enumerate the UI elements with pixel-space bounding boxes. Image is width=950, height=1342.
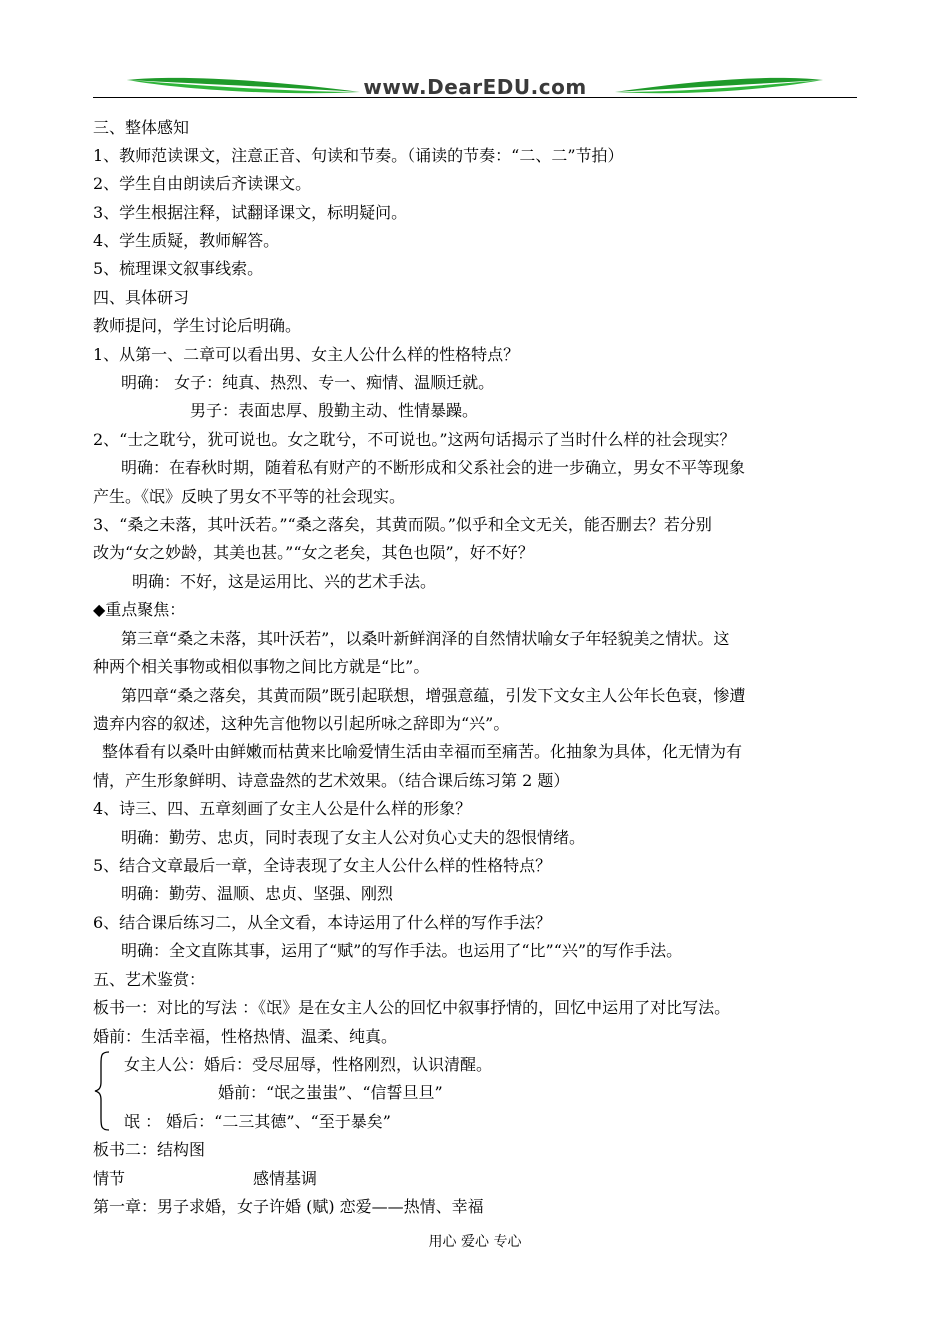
question-line: 1、从第一、二章可以看出男、女主人公什么样的性格特点？ bbox=[93, 345, 520, 364]
section-heading: 四、具体研习 bbox=[93, 288, 190, 307]
header-rule bbox=[93, 97, 857, 98]
text-line: 板书二：结构图 bbox=[93, 1140, 206, 1159]
text-line: 改为“女之妙龄，其美也甚。”“女之老矣，其色也陨”，好不好？ bbox=[93, 543, 534, 562]
question-line: 5、结合文章最后一章，全诗表现了女主人公什么样的性格特点？ bbox=[93, 856, 552, 875]
focus-heading: ◆重点聚焦： bbox=[93, 600, 186, 619]
site-logo-text: www.DearEDU.com bbox=[363, 75, 587, 99]
section-heading: 三、整体感知 bbox=[93, 118, 190, 137]
text-line: 4、学生质疑，教师解答。 bbox=[93, 231, 280, 250]
question-line: 3、“桑之未落，其叶沃若。”“桑之落矣，其黄而陨。”似乎和全文无关，能否删去？若分别 bbox=[93, 515, 712, 534]
question-line: 2、“士之耽兮，犹可说也。女之耽兮，不可说也。”这两句话揭示了当时什么样的社会现实？ bbox=[93, 430, 736, 449]
diagram-line: 女主人公：婚后：受尽屈辱，性格刚烈，认识清醒。 bbox=[124, 1055, 493, 1074]
text-line: 第四章“桑之落矣，其黄而陨”既引起联想，增强意蕴，引发下文女主人公年长色衰，惨遭 bbox=[121, 686, 746, 705]
text-line: 1、教师范读课文，注意正音、句读和节奏。（诵读的节奏：“二、二”节拍） bbox=[93, 146, 624, 165]
text-line: 第三章“桑之未落，其叶沃若”，以桑叶新鲜润泽的自然情状喻女子年轻貌美之情状。这 bbox=[121, 629, 730, 648]
answer-line: 明确：勤劳、忠贞，同时表现了女主人公对负心丈夫的怨恨情绪。 bbox=[121, 828, 586, 847]
answer-line: 明确：勤劳、温顺、忠贞、坚强、刚烈 bbox=[121, 884, 394, 903]
answer-line: 明确： 女子：纯真、热烈、专一、痴情、温顺迁就。 bbox=[121, 373, 495, 392]
text-line: 教师提问，学生讨论后明确。 bbox=[93, 316, 302, 335]
answer-line: 明确：不好，这是运用比、兴的艺术手法。 bbox=[132, 572, 437, 591]
text-line: 婚前：生活幸福，性格热情、温柔、纯真。 bbox=[93, 1027, 398, 1046]
text-line: 遗弃内容的叙述，这种先言他物以引起所咏之辞即为“兴”。 bbox=[93, 714, 510, 733]
diagram-line: 婚前：“氓之蚩蚩”、“信誓旦旦” bbox=[218, 1083, 443, 1102]
answer-line: 明确：全文直陈其事，运用了“赋”的写作手法。也运用了“比”“兴”的写作手法。 bbox=[121, 941, 683, 960]
text-line: 5、梳理课文叙事线索。 bbox=[93, 259, 264, 278]
text-line: 情，产生形象鲜明、诗意盎然的艺术效果。（结合课后练习第 2 题） bbox=[93, 771, 570, 790]
structure-header-emotion: 感情基调 bbox=[253, 1169, 318, 1188]
diagram-line: 氓 ： 婚后：“二三其德”、“至于暴矣” bbox=[124, 1112, 391, 1131]
question-line: 6、结合课后练习二，从全文看，本诗运用了什么样的写作手法？ bbox=[93, 913, 552, 932]
section-heading: 五、艺术鉴赏： bbox=[93, 970, 206, 989]
text-line: 整体看有以桑叶由鲜嫩而枯黄来比喻爱情生活由幸福而至痛苦。化抽象为具体，化无情为有 bbox=[102, 742, 743, 761]
curly-brace-icon bbox=[92, 1050, 112, 1132]
structure-header-plot: 情节 bbox=[93, 1169, 126, 1188]
question-line: 4、诗三、四、五章刻画了女主人公是什么样的形象？ bbox=[93, 799, 472, 818]
page-footer: 用心 爱心 专心 bbox=[428, 1234, 522, 1250]
answer-line: 男子：表面忠厚、殷勤主动、性情暴躁。 bbox=[190, 401, 479, 420]
header-banner bbox=[125, 72, 825, 106]
structure-row: 第一章：男子求婚，女子许婚 (赋) 恋爱——热情、幸福 bbox=[93, 1197, 484, 1216]
text-line: 3、学生根据注释，试翻译课文，标明疑问。 bbox=[93, 203, 408, 222]
text-line: 板书一：对比的写法 ：《氓》是在女主人公的回忆中叙事抒情的，回忆中运用了对比写法。 bbox=[93, 998, 731, 1017]
text-line: 产生。《氓》反映了男女不平等的社会现实。 bbox=[93, 487, 406, 506]
answer-line: 明确：在春秋时期，随着私有财产的不断形成和父系社会的进一步确立，男女不平等现象 bbox=[121, 458, 746, 477]
text-line: 2、学生自由朗读后齐读课文。 bbox=[93, 174, 312, 193]
text-line: 种两个相关事物或相似事物之间比方就是“比”。 bbox=[93, 657, 430, 676]
